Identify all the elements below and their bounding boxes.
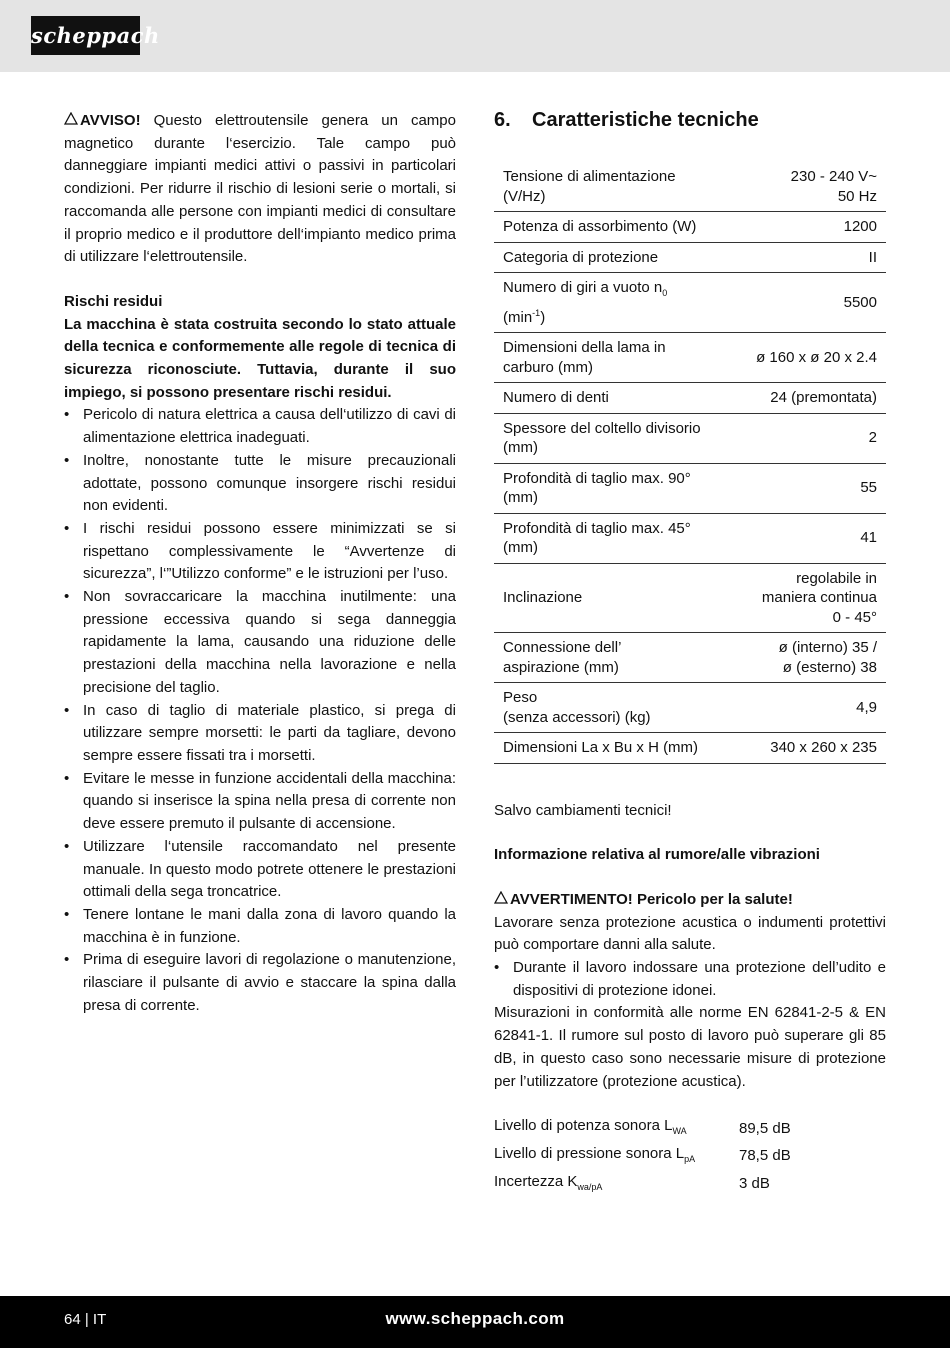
list-item: • Evitare le messe in funzione accidentali della macchina: quando si inserisce la spina nella presa di corrente non deve essere premuto il pulsante di accensione. [64, 768, 456, 836]
table-row: Connessione dell’ aspirazione (mm) ø (interno) 35 / ø (esterno) 38 [494, 633, 886, 683]
measurement-text: Misurazioni in conformità alle norme EN 62841-2-5 & EN 62841-1. Il rumore sul posto di lavoro può superare gli 85 dB, in questo caso sono necessarie misure di protezione per l’utilizzatore (protezione acustica). [494, 1004, 886, 1090]
warning-label: AVVISO! [80, 112, 141, 129]
scheppach-logo: scheppach [31, 16, 140, 55]
table-row: Profondità di taglio max. 90° (mm) 55 [494, 463, 886, 513]
magnetic-warning [64, 110, 456, 269]
noise-title: Informazione relativa al rumore/alle vibrazioni [494, 846, 820, 864]
table-row: Incertezza $K_{wa/pA}$ 3 dB [494, 1172, 770, 1193]
residual-risks-title: Rischi residui [64, 292, 163, 310]
warning-text: Questo elettroutensile genera un campo magnetico durante l‘esercizio. Tale campo può danneggiare impianti medici attivi o passivi in particolari condizioni. Per ridurre il rischio di lesioni serie o mortali, si raccomanda alle persone con impianti medici di consultare il proprio medico e il produttore dell‘impianto medico prima di utilizzare l‘elettroutensile. [64, 112, 456, 266]
table-row: Dimensioni della lama in carburo (mm) ø 160 x ø 20 x 2.4 [494, 333, 886, 383]
list-item: • Non sovraccaricare la macchina inutilmente: una pressione eccessiva quando si sega danneggia rapidamente la lama, causando una riduzione delle prestazioni della macchina nella lavorazione e nella precisione del taglio. [64, 586, 456, 700]
table-row: Inclinazione regolabile in maniera continua 0 - 45° [494, 563, 886, 633]
website-url: www.scheppach.com [385, 1309, 565, 1328]
list-item: • Utilizzare l‘utensile raccomandato nel presente manuale. In questo modo potrete ottenere le prestazioni ottimali della sega troncatrice. [64, 836, 456, 904]
page-number: 64 | IT [64, 1311, 107, 1328]
table-row: Categoria di protezione II [494, 242, 886, 273]
table-row: Numero di denti 24 (premontata) [494, 383, 886, 414]
table-row: Peso (senza accessori) (kg) 4,9 [494, 683, 886, 733]
list-item: • Inoltre, nonostante tutte le misure precauzionali adottate, possono comunque insorgere rischi residui non evidenti. [64, 450, 456, 518]
warning-triangle-icon [64, 110, 80, 133]
page-header [0, 0, 950, 72]
list-item: • Pericolo di natura elettrica a causa dell‘utilizzo di cavi di alimentazione elettrica inadeguati. [64, 404, 456, 449]
residual-risks-intro: La macchina è stata costruita secondo lo stato attuale della tecnica e conformemente alle regole di tecnica di sicurezza riconosciute. Tuttavia, durante il suo impiego, si possono presentare rischi residui. [64, 315, 456, 401]
health-warning-label: AVVERTIMENTO! Pericolo per la salute! [494, 889, 886, 912]
left-column [64, 110, 456, 1017]
table-row: Spessore del coltello divisorio (mm) 2 [494, 413, 886, 463]
table-row: Livello di potenza sonora $L_{WA}$ 89,5 dB [494, 1117, 791, 1137]
table-row: Tensione di alimentazione (V/Hz) 230 - 240 V~ 50 Hz [494, 162, 886, 212]
list-item: • Prima di eseguire lavori di regolazione o manutenzione, rilasciare il pulsante di avvio e staccare la spina dalla presa di corrente. [64, 949, 456, 1017]
table-row: Livello di pressione sonora $L_{pA}$ 78,5 dB [494, 1144, 791, 1165]
section-title: Caratteristiche tecniche [532, 109, 759, 131]
warning-triangle-icon [494, 889, 510, 912]
table-row: Numero di giri a vuoto $n_0$ $(\min^{-1})$ 5500 [494, 273, 886, 333]
residual-risks-list [64, 404, 456, 1017]
list-item: • Tenere lontane le mani dalla zona di lavoro quando la macchina è in funzione. [64, 904, 456, 949]
sound-values-table [494, 1115, 791, 1198]
right-column [494, 106, 886, 1198]
health-warning-text: Lavorare senza protezione acustica o indumenti protettivi può comportare danni alla salute. [494, 913, 886, 954]
spec-table [494, 162, 886, 764]
table-row: Potenza di assorbimento (W) 1200 [494, 212, 886, 243]
table-row: Dimensioni La x Bu x H (mm) 340 x 260 x 235 [494, 733, 886, 764]
list-item: • I rischi residui possono essere minimizzati se si rispettano complessivamente le “Avvertenze di sicurezza”, l‘”Utilizzo conforme” e le istruzioni per l’uso. [64, 518, 456, 586]
list-item: • In caso di taglio di materiale plastico, si prega di utilizzare sempre morsetti: le parti da tagliare, devono sempre essere fissati tra i morsetti. [64, 700, 456, 768]
page-footer [0, 1296, 950, 1348]
section-number: 6. [494, 109, 511, 131]
section-heading [494, 106, 886, 134]
noise-list [494, 957, 886, 1002]
list-item: • Durante il lavoro indossare una protezione dell’udito e dispositivi di protezione idonei. [494, 957, 886, 1002]
subject-to-change: Salvo cambiamenti tecnici! [494, 801, 672, 819]
table-row: Profondità di taglio max. 45° (mm) 41 [494, 513, 886, 563]
